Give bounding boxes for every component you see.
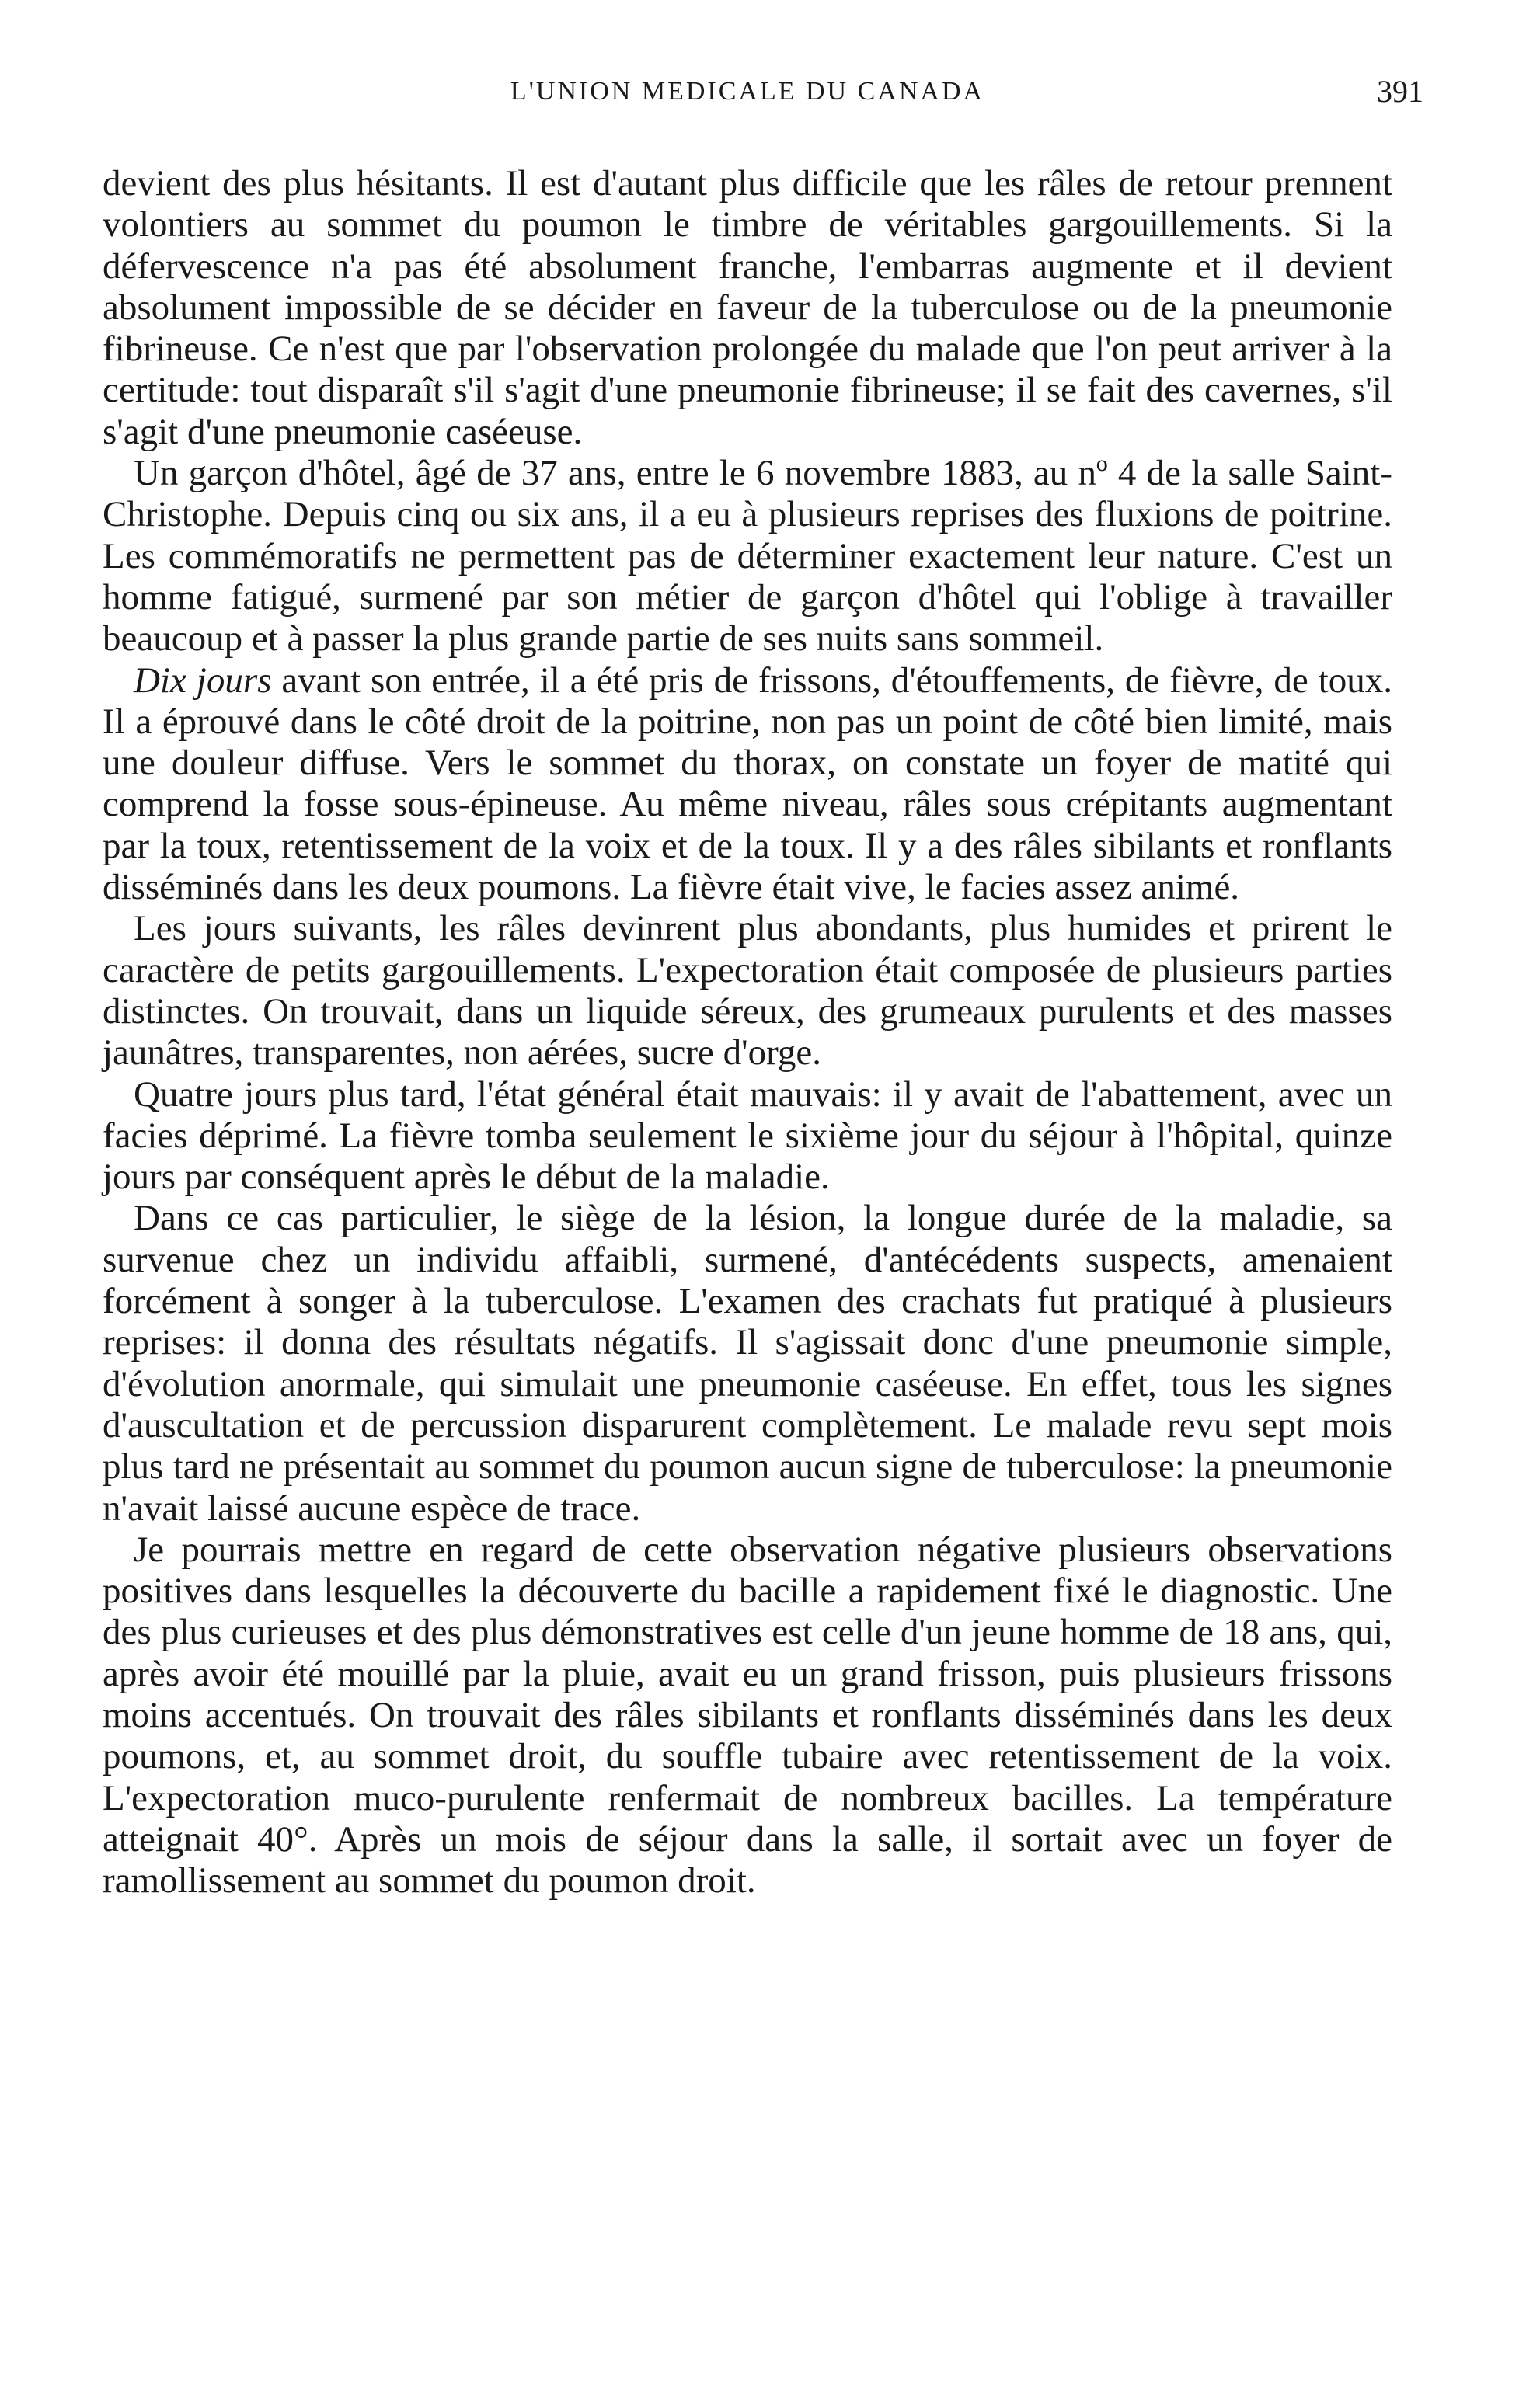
- paragraph-text: Les jours suivants, les râles devinrent plus abondants, plus humides et prirent le caractère de petits gargouillements. L'expectoration était composée de plusieurs parties distinctes. On trouvait, dans un liquide séreux, des grumeaux purulents et des masses jaunâtres, transparentes, non aérées, sucre d'orge.: [103, 908, 1392, 1074]
- paragraph-text: Dans ce cas particulier, le siège de la lésion, la longue durée de la maladie, sa survenue chez un individu affaibli, surmené, d'antécédents suspects, amenaient forcément à songer à la tuberculose. L'examen des crachats fut pratiqué à plusieurs reprises: il donna des résultats négatifs. Il s'agissait donc d'une pneumonie simple, d'évolution anormale, qui simulait une pneumonie caséeuse. En effet, tous les signes d'auscultation et de percussion disparurent complètement. Le malade revu sept mois plus tard ne présentait au sommet du poumon aucun signe de tuberculose: la pneumonie n'avait laissé aucune espèce de trace.: [103, 1198, 1392, 1529]
- paragraph-text: Je pourrais mettre en regard de cette observation négative plusieurs observations positives dans lesquelles la découverte du bacille a rapidement fixé le diagnostic. Une des plus curieuses et des plus démonstratives est celle d'un jeune homme de 18 ans, qui, après avoir été mouillé par la pluie, avait eu un grand frisson, puis plusieurs frissons moins accentués. On trouvait des râles sibilants et ronflants disséminés dans les deux poumons, et, au sommet droit, du souffle tubaire avec retentissement de la voix. L'expectoration muco-purulente renfermait de nombreux bacilles. La température atteignait 40°. Après un mois de séjour dans la salle, il sortait avec un foyer de ramollissement au sommet du poumon droit.: [103, 1529, 1392, 1902]
- page: [103, 68, 1423, 1902]
- paragraph-7: [103, 1529, 1392, 1902]
- paragraph-4: [103, 908, 1392, 1074]
- paragraph-2: [103, 453, 1392, 659]
- italic-lead: Dix jours: [134, 659, 272, 701]
- page-number: 391: [1377, 74, 1423, 109]
- paragraph-3: [103, 660, 1392, 909]
- paragraph-text: Un garçon d'hôtel, âgé de 37 ans, entre le 6 novembre 1883, au nº 4 de la salle Saint-Christophe. Depuis cinq ou six ans, il a eu à plusieurs reprises des fluxions de poitrine. Les commémoratifs ne permettent pas de déterminer exactement leur nature. C'est un homme fatigué, surmené par son métier de garçon d'hôtel qui l'oblige à travailler beaucoup et à passer la plus grande partie de ses nuits sans sommeil.: [103, 453, 1392, 659]
- paragraph-5: [103, 1074, 1392, 1199]
- paragraph-text: avant son entrée, il a été pris de frissons, d'étouffements, de fièvre, de toux. Il a éprouvé dans le côté droit de la poitrine, non pas un point de côté bien limité, mais une douleur diffuse. Vers le sommet du thorax, on constate un foyer de matité qui comprend la fosse sous-épineuse. Au même niveau, râles sous crépitants augmentant par la toux, retentissement de la voix et de la toux. Il y a des râles sibilants et ronflants disséminés dans les deux poumons. La fièvre était vive, le facies assez animé.: [103, 659, 1393, 908]
- running-title: L'UNION MEDICALE DU CANADA: [510, 77, 985, 106]
- paragraph-1: [103, 163, 1392, 453]
- paragraph-6: [103, 1198, 1392, 1529]
- paragraph-text: Quatre jours plus tard, l'état général était mauvais: il y avait de l'abattement, avec un facies déprimé. La fièvre tomba seulement le sixième jour du séjour à l'hôpital, quinze jours par conséquent après le début de la maladie.: [103, 1074, 1392, 1198]
- paragraph-text: devient des plus hésitants. Il est d'autant plus difficile que les râles de retour prennent volontiers au sommet du poumon le timbre de véritables gargouillements. Si la défervescence n'a pas été absolument franche, l'embarras augmente et il devient absolument impossible de se décider en faveur de la tuberculose ou de la pneumonie fibrineuse. Ce n'est que par l'observation prolongée du malade que l'on peut arriver à la certitude: tout disparaît s'il s'agit d'une pneumonie fibrineuse; il se fait des cavernes, s'il s'agit d'une pneumonie caséeuse.: [103, 163, 1392, 452]
- article-body: [103, 163, 1392, 1902]
- running-head: [103, 68, 1423, 123]
